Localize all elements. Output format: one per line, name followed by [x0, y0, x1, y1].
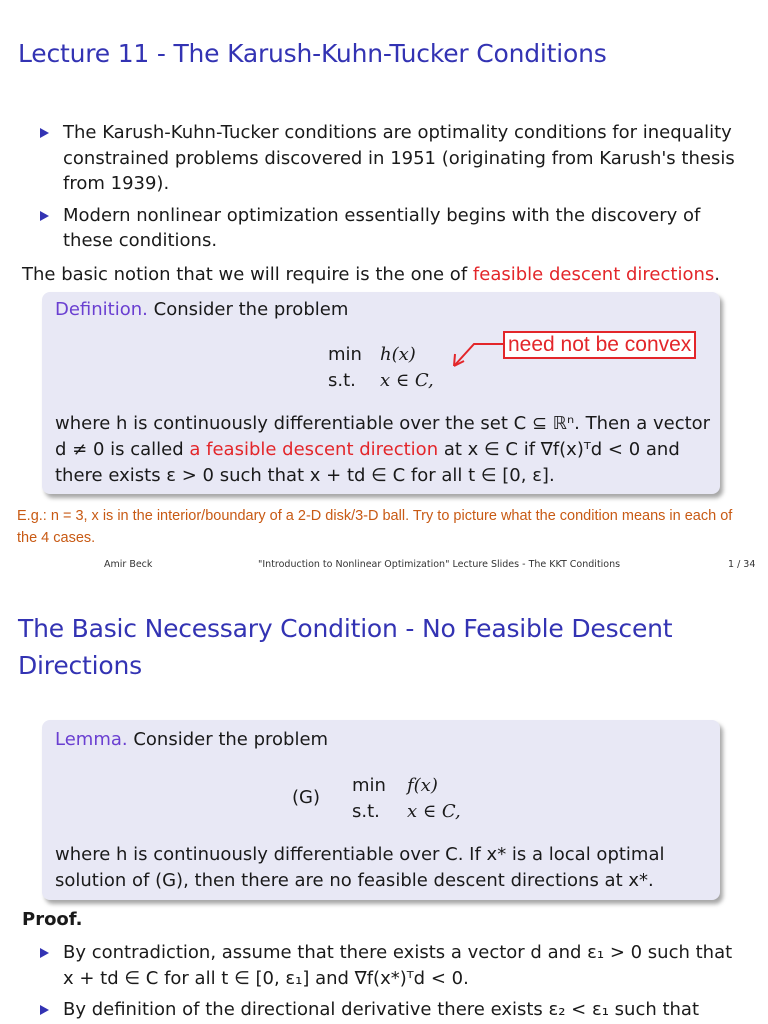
lemma-label: Lemma.: [55, 729, 128, 750]
lemma-body-line: where h is continuously differentiable over C. If x* is a local optimal: [55, 844, 665, 865]
footer-page: 1 / 34: [728, 559, 756, 570]
slide2-title-line: Directions: [18, 651, 142, 680]
definition-intro: Consider the problem: [153, 299, 349, 320]
objective: f(x): [407, 775, 438, 796]
bullet-text: Modern nonlinear optimization essentially begins with the discovery of these conditions.: [63, 204, 701, 251]
slide2-title-line: The Basic Necessary Condition - No Feasible Descent: [18, 614, 673, 643]
lemma-body: [55, 842, 720, 894]
list-item: [40, 997, 745, 1023]
slide2-title: [18, 610, 672, 684]
slide1-title: Lecture 11 - The Karush-Kuhn-Tucker Conditions: [18, 39, 607, 68]
proof-bullet-list: [40, 940, 745, 1023]
st-label: s.t.: [352, 801, 380, 822]
lemma-body-line: solution of (G), then there are no feasible descent directions at x*.: [55, 870, 654, 891]
definition-body-line: there exists ε > 0 such that x + td ∈ C for all t ∈ [0, ε].: [55, 465, 555, 486]
intro-text: The basic notion that we will require is the one of: [22, 264, 468, 285]
bullet-text: By contradiction, assume that there exists a vector d and ε₁ > 0 such that x + td ∈ C for all t ∈ [0, ε₁] and ∇f(x*)ᵀd < 0.: [63, 942, 733, 989]
objective: h(x): [380, 344, 416, 365]
list-item: [40, 940, 745, 991]
definition-body-line: [55, 437, 720, 463]
bullet-triangle-icon: [40, 128, 49, 138]
st-label: s.t.: [328, 370, 356, 391]
problem-tag: (G): [292, 787, 320, 808]
bullet-triangle-icon: [40, 1005, 49, 1015]
handwritten-note: E.g.: n = 3, x is in the interior/boundary of a 2-D disk/3-D ball. Try to picture what the condition means in each of the 4 cases.: [17, 508, 733, 546]
definition-body-line: where h is continuously differentiable over the set C ⊆ ℝⁿ. Then a vector: [55, 413, 711, 434]
constraint: x ∈ C,: [407, 801, 461, 822]
definition-label: Definition.: [55, 299, 148, 320]
proof-label: Proof.: [22, 909, 83, 930]
problem-min-row: [328, 342, 416, 367]
body-text: at x ∈ C if ∇f(x)ᵀd < 0 and: [443, 439, 680, 460]
footer-author: Amir Beck: [104, 559, 153, 570]
annotation-callout: need not be convex: [503, 331, 696, 359]
problem-st-row: [352, 799, 461, 824]
problem-st-row: [328, 368, 434, 393]
min-label: min: [352, 775, 386, 796]
definition-header: [55, 297, 348, 323]
constraint: x ∈ C,: [380, 370, 434, 391]
bullet-text: The Karush-Kuhn-Tucker conditions are optimality conditions for inequality constrained problems discovered in 1951 (originating from Karush's thesis from 1939).: [63, 122, 735, 194]
list-item: [40, 203, 745, 254]
lemma-box: [42, 720, 720, 900]
lemma-header: [55, 727, 328, 753]
slide1-bullet-list: [40, 120, 745, 254]
min-label: min: [328, 344, 362, 365]
definition-highlight: a feasible descent direction: [189, 439, 439, 460]
problem-min-row: [352, 773, 438, 798]
bullet-triangle-icon: [40, 948, 49, 958]
footer-course: "Introduction to Nonlinear Optimization" Lecture Slides - The KKT Conditions: [258, 559, 621, 570]
intro-highlight: feasible descent directions: [472, 264, 715, 285]
bullet-triangle-icon: [40, 211, 49, 221]
intro-end: .: [714, 264, 720, 285]
definition-body: [55, 411, 720, 489]
definition-box: [42, 292, 720, 494]
body-text: d ≠ 0 is called: [55, 439, 184, 460]
lemma-intro: Consider the problem: [133, 729, 329, 750]
bullet-text: By definition of the directional derivative there exists ε₂ < ε₁ such that: [63, 999, 700, 1020]
intro-sentence: [22, 262, 752, 288]
list-item: [40, 120, 745, 197]
